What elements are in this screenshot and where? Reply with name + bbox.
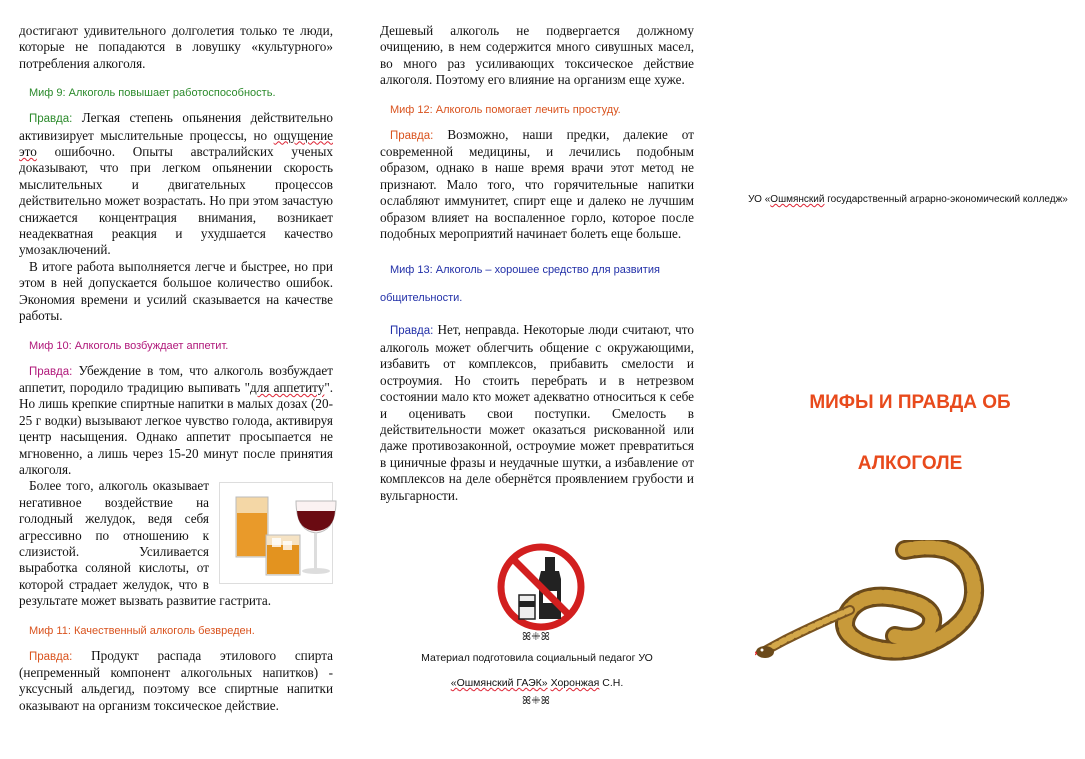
ornament-bottom: ꕤꔰꕤ [522,694,550,707]
paragraph-intro: достигают удивительного долголетия только те люди, которые не попадаются в ловушку «культурного» потребления алкоголя. [19,23,333,71]
page-title-line-2: АЛКОГОЛЕ [857,453,963,474]
myth-10-truth: Правда: Убеждение в том, что алкоголь возбуждает аппетит, породило традицию выпивать "для аппетиту". Но лишь крепкие спиртные напитки в малых дозах (20-25 г водки) вызывают легкое чувство голода, активируя центр насыщения. Однако аппетит просыпается не мгновенно, а лишь через 15-20 минут после принятия алкоголя. [19,362,333,477]
myth-11-truth: Правда: Продукт распада этилового спирта (непременный компонент алкогольных напитков) - уксусный альдегид, поэтому все спиртные напитки оказывают на организм токсическое действие. [19,647,333,713]
myth-9-truth: Правда: Легкая степень опьянения действительно активизирует мыслительные процессы, но ощущение это ошибочно. Опыты австралийских ученых доказывают, что при легком опьянении скорость мыслительных и двигательных процессов действительно может возрастать. Но при этом зачастую снижается концентрация внимания, возникает неадекватная реакция и ухудшается качество умозаключений. [19,110,333,258]
truth-label: Правда: [390,129,434,142]
page-title-line-1: МИФЫ И ПРАВДА ОБ [809,392,1011,413]
myth-12-heading: Миф 12: Алкоголь помогает лечить простуду. [390,103,621,116]
column-middle [380,24,694,504]
myth-12-truth: Правда: Возможно, наши предки, далекие от современной медицины, и лечились подобным образом, однако в наше время врачи этот метод не признают. Мало того, что горячительные напитки ослабляют иммунитет, спирт еще и далеко не лучшим образом влияет на воспаленное горло, которое после подобных мероприятий начинает болеть еще больше. [380,126,694,242]
credit-line-1: Материал подготовила социальный педагог УО [421,652,653,664]
myth-13-truth: Правда: Нет, неправда. Некоторые люди считают, что алкоголь может облегчить общение с окружающими, избавить от комплексов, прибавить смелости и остроумия. Но стоить перебрать и в нетрезвом состоянии мало кто может адекватно относиться к себе и оценивать свои поступки. Смелость в действительности может оказаться рискованной или даже противозаконной, остроумие может превратиться в циничные фразы и неудачные шутки, а избавление от комплексов на деле обернётся проявлением грубости и вульгарности. [380,322,694,503]
truth-label: Правда: [390,325,434,338]
no-alcohol-sign-icon [497,543,585,631]
college-name: УО «Ошмянский государственный аграрно-экономический колледж» [748,194,1068,205]
myth-9-paragraph-2: В итоге работа выполняется легче и быстрее, но при этом в ней допускается большое количество ошибок. Экономия времени и усилий сказывается на качестве работы. [19,258,333,324]
snake-image [755,540,1005,670]
myth-10-heading: Миф 10: Алкоголь возбуждает аппетит. [29,339,229,352]
credit-line-2: «Ошмянский ГАЭК» Хоронжая С.Н. [450,677,624,689]
myth-11-heading: Миф 11: Качественный алкоголь безвреден. [29,624,255,637]
column-left [19,24,333,714]
truth-label: Правда: [29,365,73,378]
myth-9-heading: Миф 9: Алкоголь повышает работоспособность. [29,87,276,100]
ornament-top: ꕤꔰꕤ [522,630,550,643]
glasses-of-alcohol-image [219,482,333,584]
truth-label: Правда: [29,113,73,126]
paragraph-intro: Дешевый алкоголь не подвергается должному очищению, в нем содержится много сивушных масел, во много раз усиливающих токсическое действие алкоголя. Поэтому его влияние на организм еще хуже. [380,23,694,88]
myth-13-heading: Миф 13: Алкоголь – хорошее средство для развития общительности. [380,264,660,305]
myth-10-paragraph-2: Более того, алкоголь оказывает негативное воздействие на голодный желудок, ведя себя агрессивно по отношению к слизистой. Усиливается выработка соляной кислоты, от которой страдает желудок, что в результате может вызвать развитие гастрита. [19,478,333,609]
truth-label: Правда: [29,650,73,663]
